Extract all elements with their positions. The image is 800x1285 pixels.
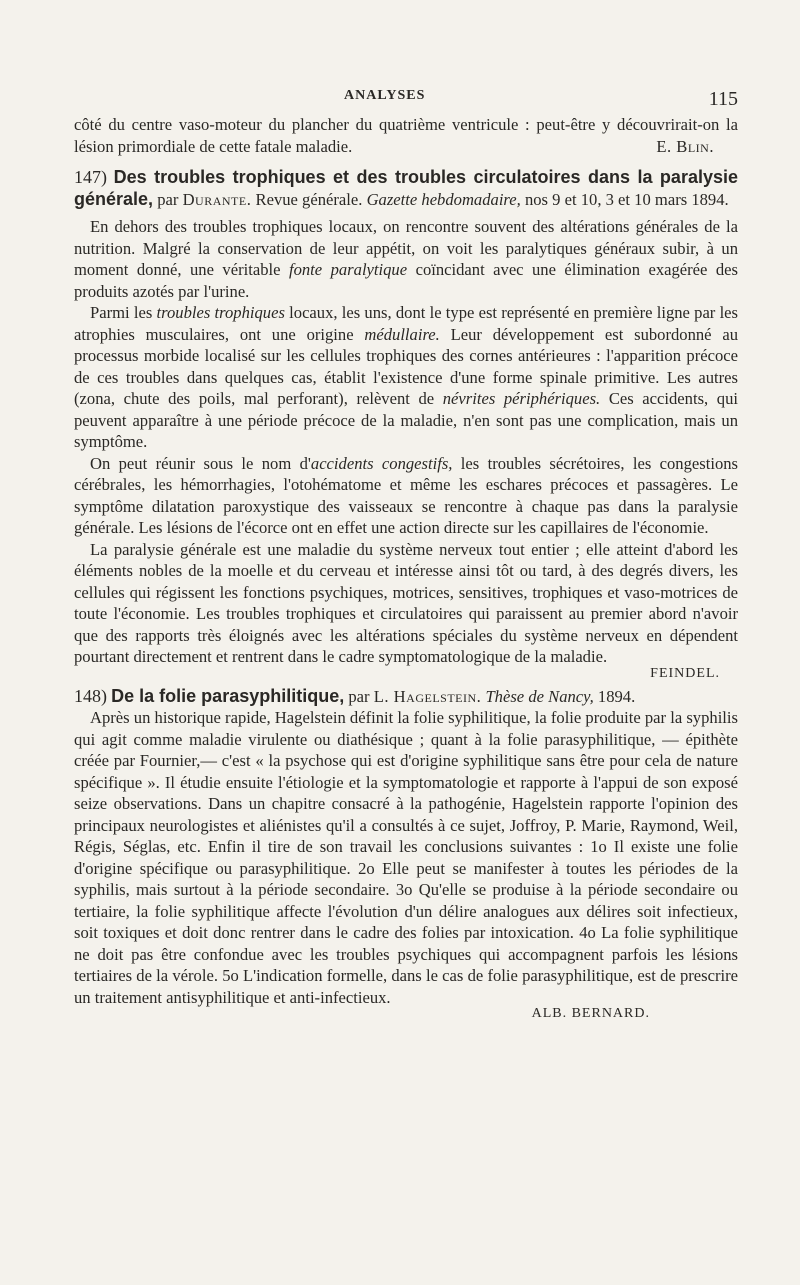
entry-147-paragraph-1 <box>74 216 738 302</box>
entry-147-number: 147) <box>74 167 107 187</box>
entry-148 <box>74 686 738 1023</box>
p2-text-b: locaux, les uns, dont le type est représenté en première ligne par les atrophies musculaires, ont une origine <box>74 303 738 344</box>
entry-147 <box>74 167 738 682</box>
p1-italic: fonte paralytique <box>288 260 408 279</box>
entry-148-by: par <box>348 686 370 706</box>
p2-text-c: Leur développement est subordonné au processus morbide localisé sur les cellules trophiques des cornes antérieures : l'apparition précoce de ces troubles dans quelques cas, établit l'existence d'une forme spinale primitive. Les autres (zona, chute des poils, mal perforant), relèvent de <box>74 324 738 408</box>
p2-text-d: Ces accidents, qui peuvent apparaître à une période précoce de la maladie, n'en sont pas une complication, mais un symptôme. <box>74 389 738 451</box>
p1-text-a: En dehors des troubles trophiques locaux, on rencontre souvent des altérations générales de la nutrition. Malgré la conservation de leur appétit, on voit les paralytiques généraux subir, à un moment donné, une véritable <box>74 217 738 279</box>
entry-148-title: De la folie parasyphilitique, <box>111 685 345 706</box>
entry-148-year: 1894. <box>597 686 636 706</box>
page-header <box>74 88 738 114</box>
entry-148-source: Thèse de Nancy, <box>485 686 594 706</box>
continuation-signature: E. Blin. <box>656 136 714 156</box>
p2-text-a: Parmi les <box>90 303 153 322</box>
entry-148-signature: ALB. BERNARD. <box>531 1006 650 1021</box>
page-number: 115 <box>708 88 738 110</box>
p3-text-b: les troubles sécrétoires, les congestions cérébrales, les hémorrhagies, l'otohématome et même les eschares précoces et passagères. Le symptôme dilatation paroxystique des vaisseaux se rencontre à chaque pas dans la paralysie générale. Les lésions de l'écorce ont en effet une action directe sur les capillaires de l'économie. <box>74 453 738 537</box>
entry-147-journal: Gazette hebdomadaire, <box>366 189 521 209</box>
entry-148-author: L. Hagelstein. <box>373 686 482 706</box>
p1-text-b: coïncidant avec une élimination exagérée des produits azotés par l'urine. <box>74 260 738 301</box>
entry-147-by: par <box>157 189 179 209</box>
running-title: ANALYSES <box>344 88 426 103</box>
entry-147-issue: nos 9 et 10, 3 et 10 mars 1894. <box>524 189 729 209</box>
p3-text-a: On peut réunir sous le nom d' <box>90 453 311 473</box>
continuation-block <box>74 114 738 157</box>
entry-147-signature: FEINDEL. <box>650 665 720 681</box>
entry-148-heading <box>74 686 738 708</box>
entry-147-author: Durante. <box>182 189 252 209</box>
entry-148-number: 148) <box>74 685 107 706</box>
entry-147-paragraph-4: La paralysie générale est une maladie du système nerveux tout entier ; elle atteint d'abord les éléments nobles de la moelle et du cerveau et intéresse ainsi tôt ou tard, à des degrés divers, les cellules qui régissent les fonctions psychiques, motrices, sensitives, trophiques et vaso-motrices de toute l'économie. Les troubles trophiques et circulatoires qui paraissent au premier abord n'avoir que des rapports très éloignés avec les altérations spéciales du système nerveux en dépendent pourtant directement et rentrent dans le cadre symptomatologique de la maladie. <box>74 539 738 666</box>
entry-147-source: Revue générale. <box>255 189 363 209</box>
p2-italic-a: troubles trophiques <box>156 303 285 322</box>
entry-147-paragraph-3 <box>74 453 738 539</box>
p3-italic: accidents congestifs, <box>310 453 453 473</box>
entry-148-paragraph: Après un historique rapide, Hagelstein définit la folie syphilitique, la folie produite par la syphilis qui agit comme maladie virulente ou diathésique ; quant à la folie parasyphilitique, — épithète créée par Fournier,— c'est « la psychose qui est d'origine syphilitique sans être pour cela de nature spécifique ». Il étudie ensuite l'étiologie et la symptomatologie et rapporte à l'appui de son exposé seize observations. Dans un chapitre consacré à la pathogénie, Hagelstein rapporte l'opinion des principaux neurologistes et aliénistes qu'il a consultés à ce sujet, Joffroy, P. Marie, Raymond, Weil, Régis, Séglas, etc. Enfin il tire de son travail les conclusions suivantes : 1o Il existe une folie d'origine spécifique ou parasyphilitique. 2o Elle peut se manifester à toutes les périodes de la syphilis, mais surtout à la période secondaire. 3o Qu'elle se produise à la période secondaire ou tertiaire, la folie syphilitique affecte l'évolution d'un délire analogues aux délires soit infectieux, soit toxiques et doit donc rentrer dans le cadre des folies par intoxication. 4o La folie syphilitique ne doit pas être confondue avec les troubles psychiques qui accompagnent parfois les lésions tertiaires de la vérole. 5o L'indication formelle, dans le cas de folie parasyphilitique, est de prescrire un traitement antisyphilitique et anti-infectieux. <box>74 708 738 1007</box>
entry-147-title: Des troubles trophiques et des troubles circulatoires dans la paralysie générale, <box>74 167 738 209</box>
entry-147-paragraph-2 <box>74 302 738 453</box>
p2-italic-b: médullaire. <box>364 324 440 344</box>
entry-147-heading <box>74 167 738 210</box>
p2-italic-c: névrites périphériques. <box>442 389 601 408</box>
continuation-text: côté du centre vaso-moteur du plancher du quatrième ventricule : peut-être y découvrirait-on la lésion primordiale de cette fatale maladie. <box>74 115 738 156</box>
